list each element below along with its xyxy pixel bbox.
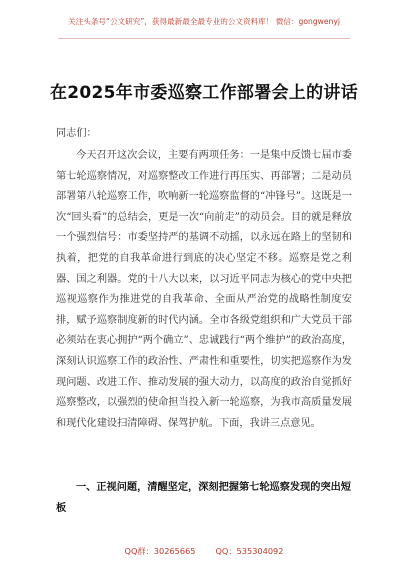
section-heading: 一、正视问题，清醒坚定，深刻把握第七轮巡察发现的突出短板 [56,481,352,514]
body-paragraph: 今天召开这次会议，主要有两项任务：一是集中反馈七届市委第七轮巡察情况，对巡察整改工作进行再压实、再部署；二是动员部署第八轮巡察工作，吹响新一轮巡察监督的“冲锋号”。这既是一次“回头看”的总结会，更是一次“向前走”的动员会。目的就是释放一个强烈信号：市委坚持严的基调不动摇，以永远在路上的坚韧和执着，把党的自我革命进行到底的决心坚定不移。巡察是党之利器、国之利器。党的十八大以来，以习近平同志为核心的党中央把巡视巡察作为推进党的自我革命、全面从严治党的战略性制度安排，赋予巡察制度新的时代内涵。全市各级党组织和广大党员干部必须站在衷心拥护“两个确立”、忠诚践行“两个维护”的政治高度，深刻认识巡察工作的政治性、严肃性和重要性，切实把巡察作为发现问题、改进工作、推动发展的强大动力，以高度的政治自觉抓好巡察整改，以强烈的使命担当投入新一轮巡察，为我市高质量发展和现代化建设扫清障碍、保驾护航。下面，我讲三点意见。 [56,150,352,429]
salutation: 同志们： [56,128,97,139]
qq-text: QQ：535304092 [215,546,284,556]
promo-footer [0,546,408,557]
header-divider [58,38,350,39]
document-title: 在2025年市委巡察工作部署会上的讲话 [49,83,358,103]
qq-group-text: QQ群：30265665 [124,546,196,556]
promo-header: 关注头条号“公文研究”，获得最新最全最专业的公文资料库！ 微信：gongwenyj [68,17,340,26]
